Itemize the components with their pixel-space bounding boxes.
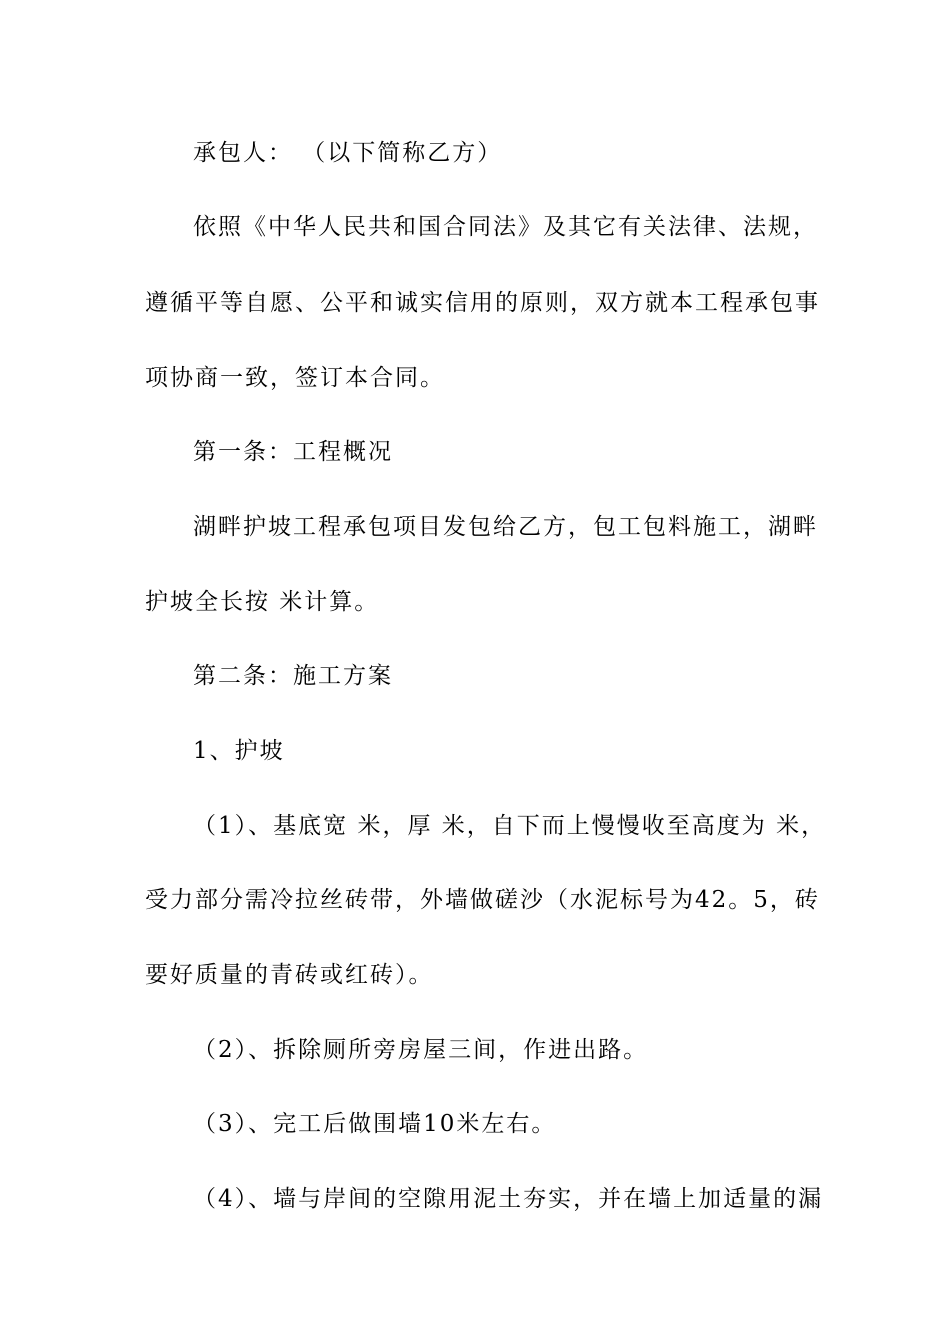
- section-heading-2: 第二条：施工方案: [193, 663, 393, 689]
- list-item-line: （1）、基底宽 米，厚 米，自下而上慢慢收至高度为 米，: [193, 813, 827, 839]
- paragraph-line: 项协商一致，签订本合同。: [145, 365, 445, 391]
- paragraph-line: 湖畔护坡工程承包项目发包给乙方，包工包料施工，湖畔: [193, 514, 818, 540]
- list-item-line: （4）、墙与岸间的空隙用泥土夯实，并在墙上加适量的漏: [193, 1186, 824, 1212]
- list-item-line: 受力部分需冷拉丝砖带，外墙做磋沙（水泥标号为42。5，砖: [145, 887, 820, 913]
- contractor-line: 承包人： （以下简称乙方）: [193, 140, 503, 166]
- paragraph-line: 遵循平等自愿、公平和诚实信用的原则，双方就本工程承包事: [145, 290, 820, 316]
- list-item-line: （3）、完工后做围墙10米左右。: [193, 1111, 557, 1137]
- list-item-line: （2）、拆除厕所旁房屋三间，作进出路。: [193, 1037, 649, 1063]
- paragraph-line: 依照《中华人民共和国合同法》及其它有关法律、法规，: [193, 214, 818, 240]
- section-heading-1: 第一条：工程概况: [193, 439, 393, 465]
- subsection-heading: 1、护坡: [193, 738, 285, 764]
- list-item-line: 要好质量的青砖或红砖）。: [145, 962, 434, 988]
- paragraph-line: 护坡全长按 米计算。: [145, 589, 380, 615]
